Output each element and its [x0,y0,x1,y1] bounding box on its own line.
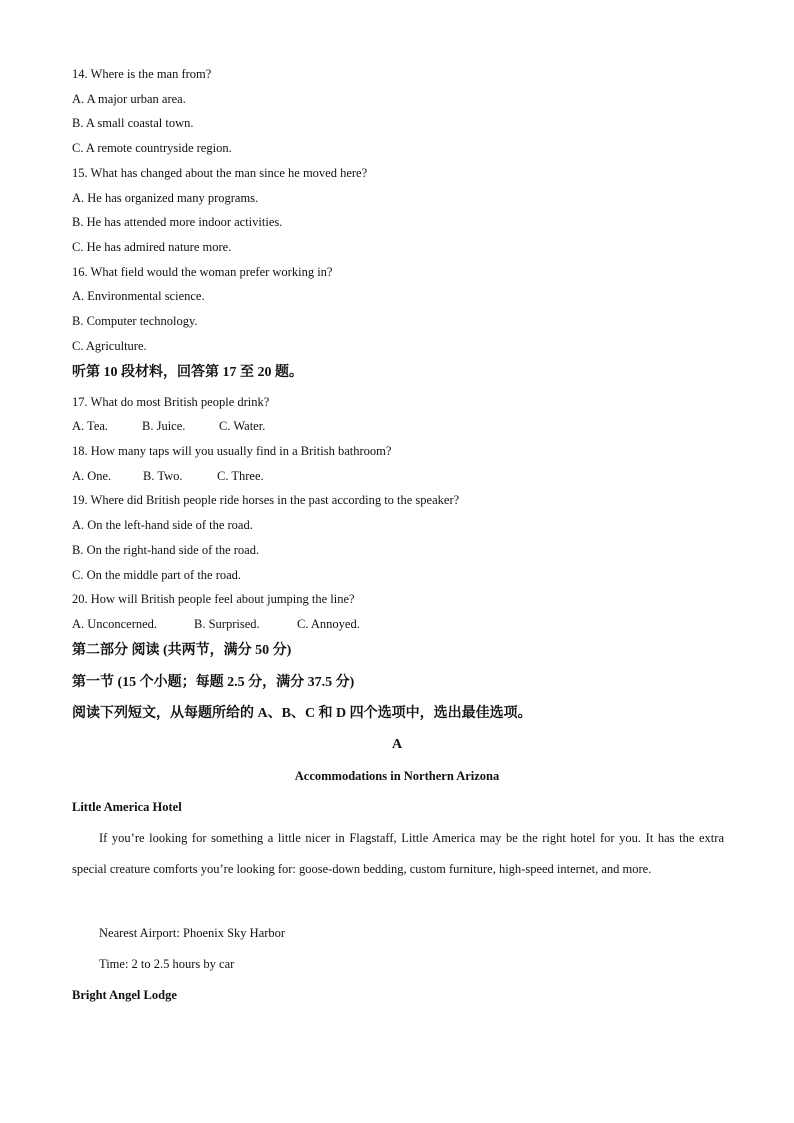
q16-option-b: B. Computer technology. [72,314,198,328]
q16-option-a: A. Environmental science. [72,289,205,303]
q15-option-c: C. He has admired nature more. [72,240,232,254]
passage-letter: A [391,737,403,752]
question-16: 16. What field would the woman prefer working in? [72,265,333,279]
hotel-1-airport: Nearest Airport: Phoenix Sky Harbor [99,926,286,940]
section-1-heading: 第一节 (15 个小题；每题 2.5 分，满分 37.5 分) [72,675,355,690]
q14-option-c: C. A remote countryside region. [72,141,232,155]
q20-option-b: B. Surprised. [194,617,260,631]
q18-option-a: A. One. [72,469,112,483]
q18-options [72,468,264,484]
section-10-heading: 听第 10 段材料，回答第 17 至 20 题。 [72,365,303,380]
q17-option-b: B. Juice. [142,419,186,433]
q18-option-c: C. Three. [217,469,264,483]
passage-title: Accommodations in Northern Arizona [294,769,500,783]
q17-options [72,418,265,434]
question-15: 15. What has changed about the man since he moved here? [72,166,368,180]
question-14: 14. Where is the man from? [72,67,212,81]
reading-instruction: 阅读下列短文，从每题所给的 A、B、C 和 D 四个选项中，选出最佳选项。 [72,706,532,721]
hotel-1-description: If you’re looking for something a little nicer in Flagstaff, Little America may be the right hotel for you. It has the extra special creature comforts you’re looking for: goose-down bedding, custom furniture, high-speed internet, and more. [72,831,724,876]
q20-option-c: C. Annoyed. [297,617,360,631]
q15-option-b: B. He has attended more indoor activities. [72,215,283,229]
q14-option-b: B. A small coastal town. [72,116,194,130]
q15-option-a: A. He has organized many programs. [72,191,259,205]
question-18: 18. How many taps will you usually find in a British bathroom? [72,444,392,458]
q19-option-a: A. On the left-hand side of the road. [72,518,253,532]
q18-option-b: B. Two. [143,469,183,483]
question-19: 19. Where did British people ride horses in the past according to the speaker? [72,493,460,507]
question-17: 17. What do most British people drink? [72,395,270,409]
q17-option-c: C. Water. [219,419,266,433]
hotel-1-name: Little America Hotel [72,800,182,814]
q14-option-a: A. A major urban area. [72,92,186,106]
q20-option-a: A. Unconcerned. [72,617,158,631]
hotel-2-name: Bright Angel Lodge [72,988,177,1002]
part-2-heading: 第二部分 阅读 (共两节，满分 50 分) [72,643,292,658]
q19-option-b: B. On the right-hand side of the road. [72,543,260,557]
q19-option-c: C. On the middle part of the road. [72,568,242,582]
question-20: 20. How will British people feel about jumping the line? [72,592,355,606]
q17-option-a: A. Tea. [72,419,109,433]
q20-options [72,616,360,632]
q16-option-c: C. Agriculture. [72,339,147,353]
hotel-1-time: Time: 2 to 2.5 hours by car [99,957,235,971]
